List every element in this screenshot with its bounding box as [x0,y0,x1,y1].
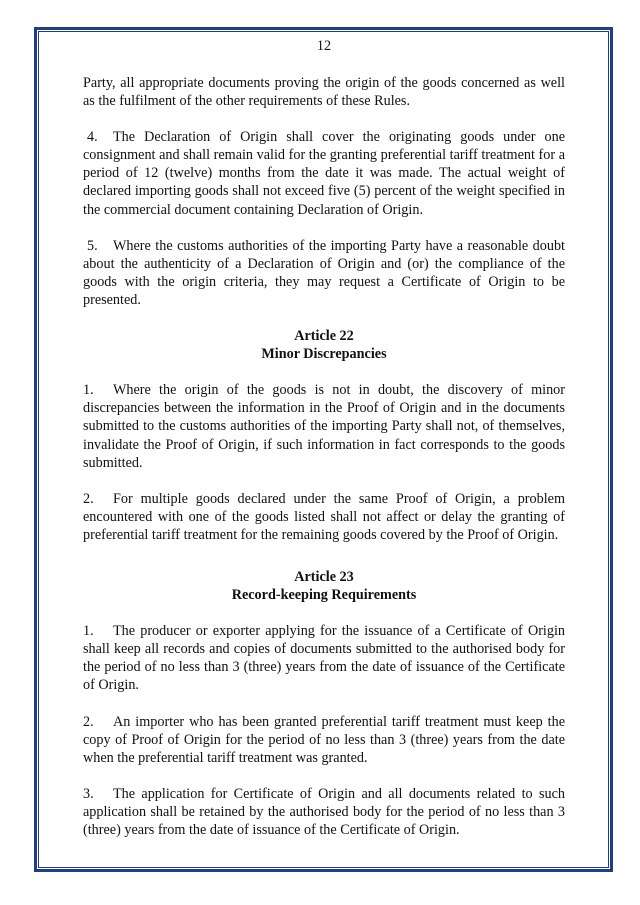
paragraph-5 [83,237,565,309]
article-title: Record-keeping Requirements [231,587,417,604]
paragraph-number: 2. [83,713,94,730]
paragraph-number: 1. [83,382,94,399]
article-23-paragraph-2 [83,713,565,767]
article-number: Article 23 [294,568,354,585]
document-body [83,30,565,857]
article-23-paragraph-3 [83,785,565,839]
paragraph-text: Where the customs authorities of the importing Party have a reasonable doubt about the authenticity of a Declaration of Origin and (or) the compliance of the goods with the origin criteria, they may request a Certificate of Origin to be presented. [83,237,565,308]
paragraph-text: The producer or exporter applying for the issuance of a Certificate of Origin shall keep all records and copies of documents submitted to the authorised body for the period of no less than 3 (three) years from the date of issuance of the Certificate of Origin. [83,623,565,694]
article-22-paragraph-1 [83,381,565,471]
article-23-heading [83,568,565,604]
paragraph-number: 5. [87,237,98,254]
paragraph-number: 2. [83,490,94,507]
article-23-paragraph-1 [83,622,565,694]
article-title: Minor Discrepancies [261,346,387,363]
paragraph-text: The Declaration of Origin shall cover the originating goods under one consignment and shall remain valid for the granting preferential tariff treatment for a period of 12 (twelve) months from the date it was made. The actual weight of declared importing goods shall not exceed five (5) percent of the weight specified in the commercial document containing Declaration of Origin. [83,129,565,218]
paragraph-text: The application for Certificate of Origin and all documents related to such application shall be retained by the authorised body for the period of no less than 3 (three) years from the date of issuance of the Certificate of Origin. [83,785,565,838]
paragraph-4 [83,128,565,218]
paragraph-number: 3. [83,785,94,802]
continuation-paragraph [83,74,565,110]
paragraph-number: 1. [83,623,94,640]
article-22-paragraph-2 [83,490,565,544]
article-22-heading [83,327,565,363]
paragraph-text: Where the origin of the goods is not in doubt, the discovery of minor discrepancies between the information in the Proof of Origin and in the documents submitted to the customs authorities of the importing Party shall not, of themselves, invalidate the Proof of Origin, if such information in fact corresponds to the goods submitted. [83,382,565,471]
article-number: Article 22 [294,328,354,345]
paragraph-text: For multiple goods declared under the same Proof of Origin, a problem encountered with one of the goods listed shall not affect or delay the granting of preferential tariff treatment for the remaining goods covered by the Proof of Origin. [83,490,565,543]
page-number: 12 [316,38,332,54]
paragraph-number: 4. [87,129,98,146]
paragraph-text: Party, all appropriate documents proving the origin of the goods concerned as well as the fulfilment of the other requirements of these Rules. [83,75,565,110]
paragraph-text: An importer who has been granted preferential tariff treatment must keep the copy of Proof of Origin for the period of no less than 3 (three) years from the date when the preferential tariff treatment was granted. [83,713,565,766]
